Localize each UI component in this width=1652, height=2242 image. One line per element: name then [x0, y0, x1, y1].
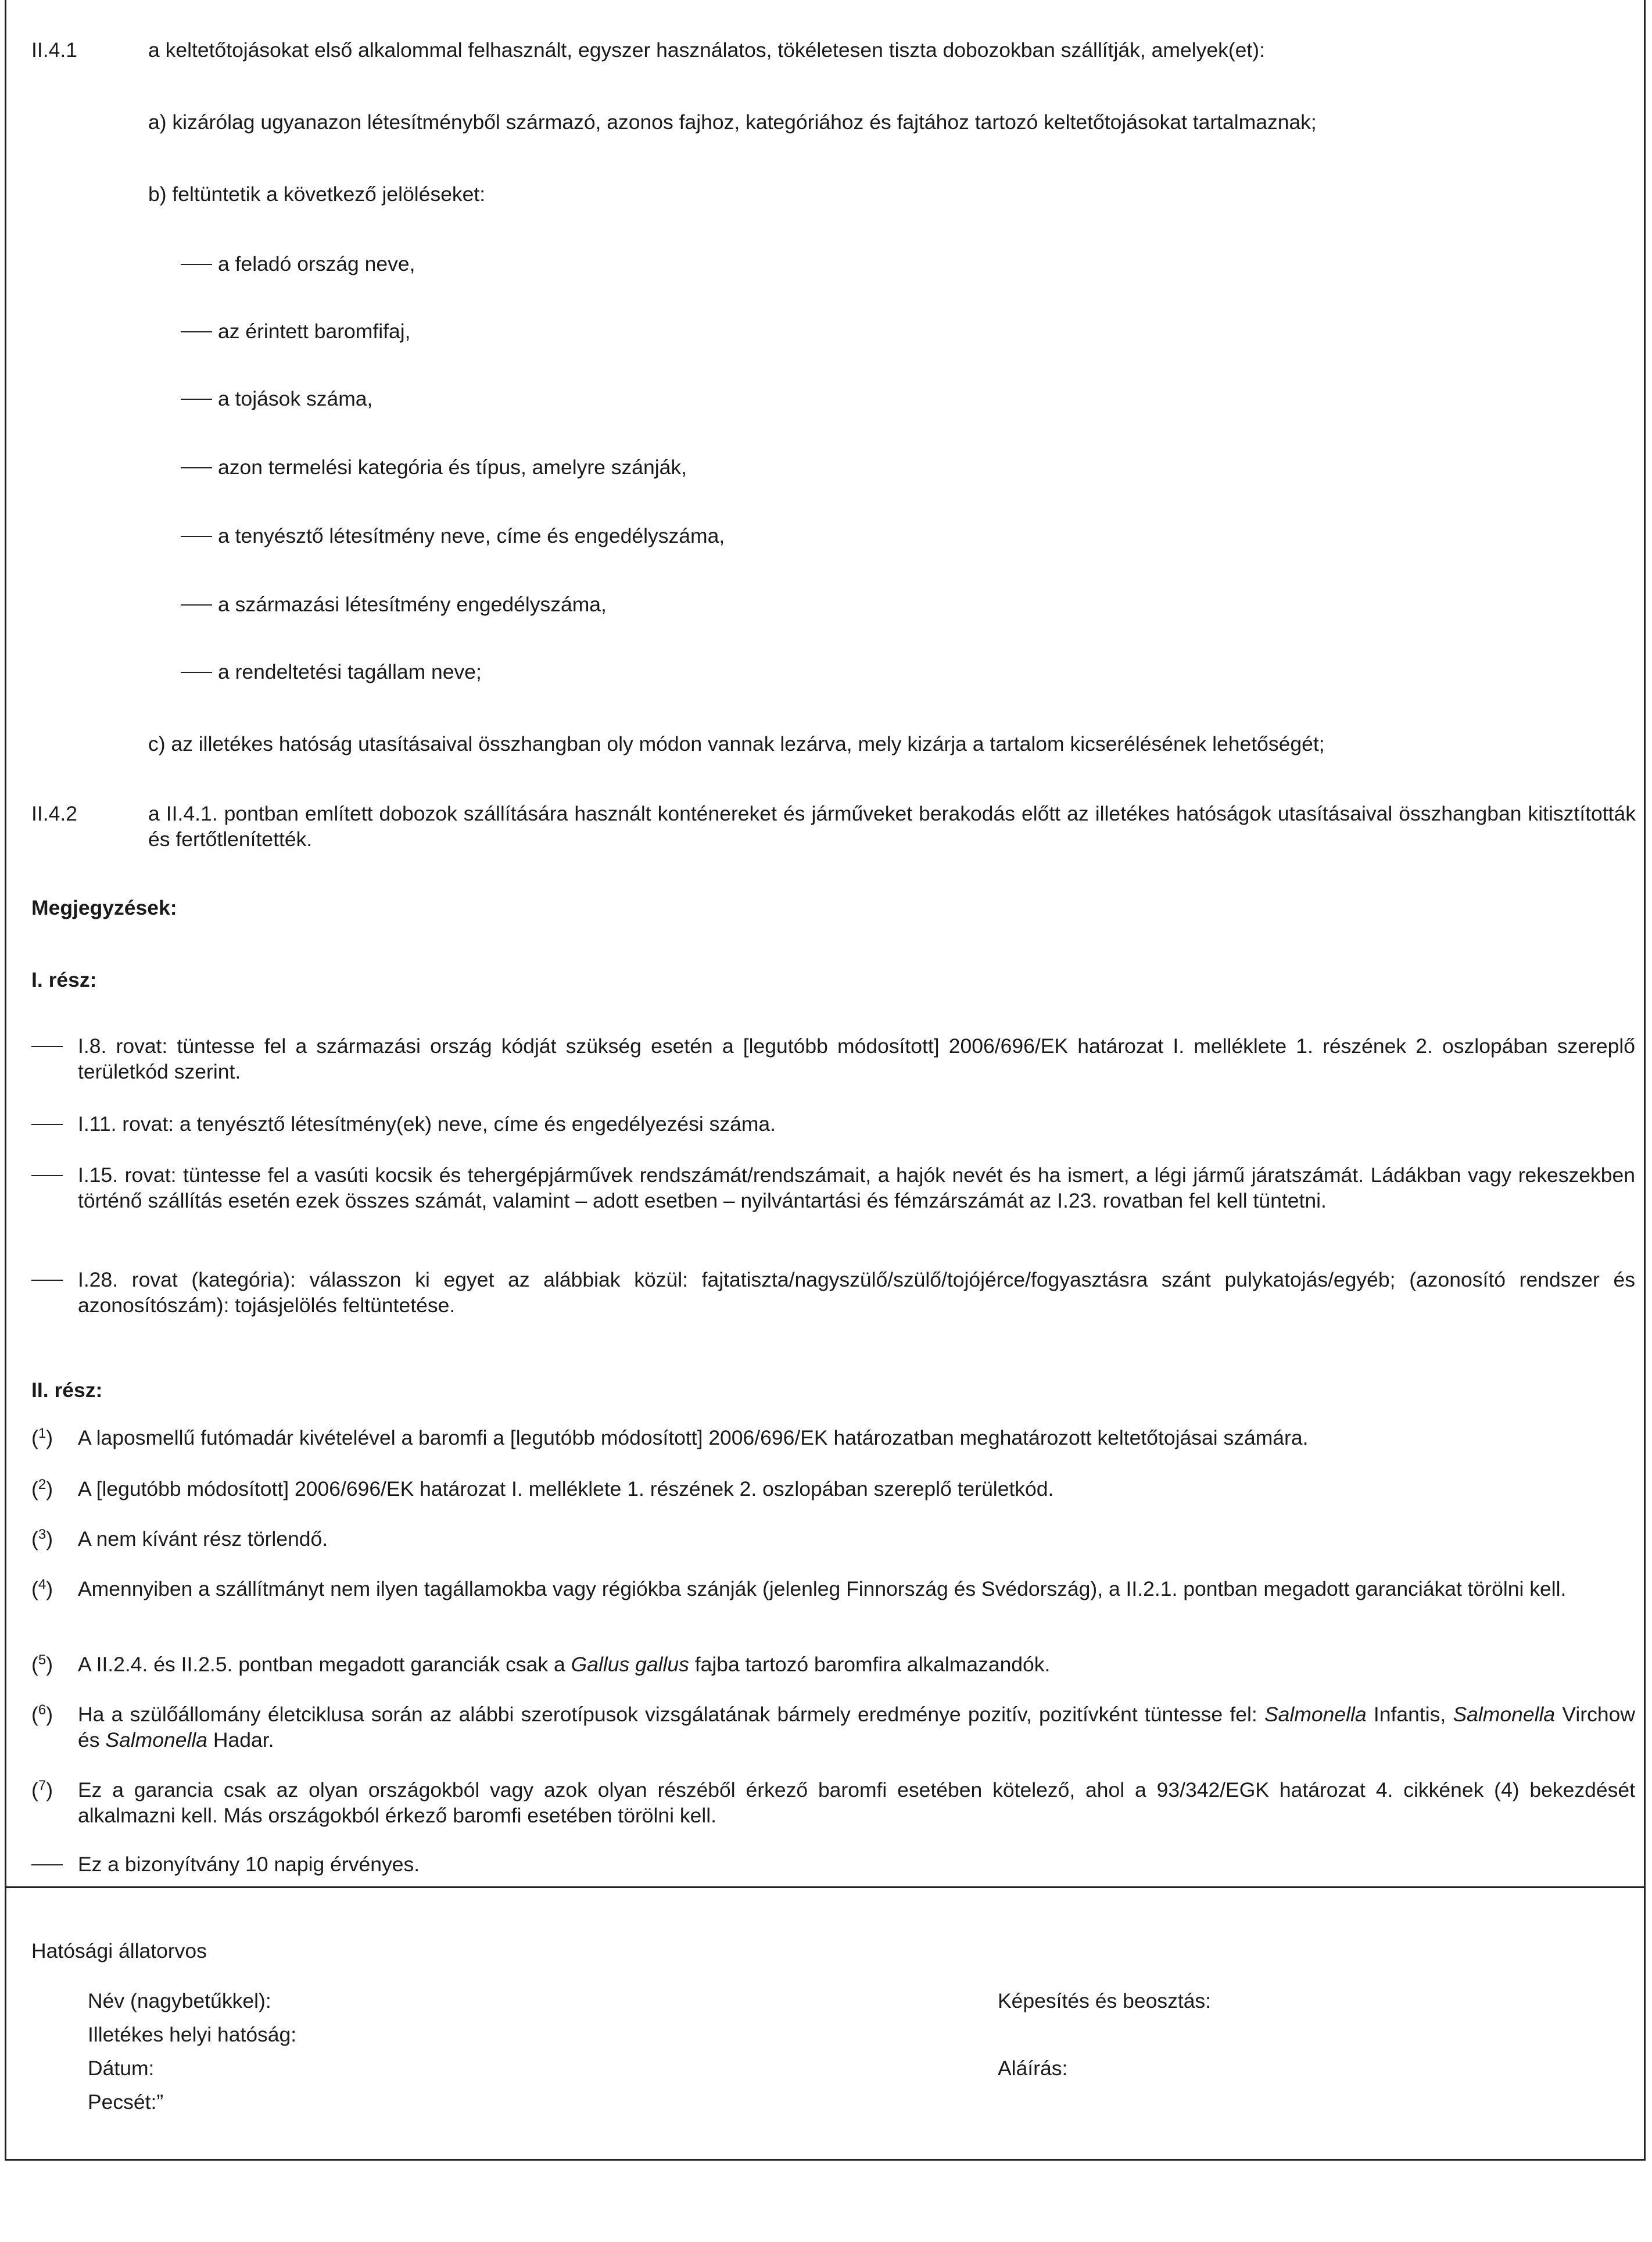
footnote: ($^1$) A laposmellű futómadár kivételével a baromfi a [legutóbb módosított] 2006/696/EK határozatban meghatározott keltetőtojásai számára.: [31, 1426, 1309, 1449]
signature-label: Aláírás:: [998, 2057, 1068, 2080]
date-label: Dátum:: [88, 2057, 155, 2080]
part1-note: I.15. rovat: tüntesse fel a vasúti kocsik és tehergépjárművek rendszámát/rendszámait, a hajók nevét és ha ismert, a légi jármű járatszámát. Ládákban vagy rekeszekben történő szállítás esetén ezek összes számát, valamint – adott esetben – nyilvántartási és fémzárszámát az I.23. rovatban fel kell tüntetni.: [31, 1162, 1635, 1213]
stamp-label: Pecsét:”: [88, 2090, 164, 2114]
footnote: ($^4$) Amennyiben a szállítmányt nem ilyen tagállamokba vagy régiókba szánják (jelenleg Finnország és Svédország), a II.2.1. pontban megadott garanciákat törölni kell.: [31, 1577, 1567, 1600]
marking-item: a feladó ország neve,: [181, 251, 415, 277]
conditions-and-notes-box: [6, 0, 1644, 1888]
footnote: ($^3$) A nem kívánt rész törlendő.: [31, 1527, 328, 1550]
section-text-II-4-1: a keltetőtojásokat első alkalommal felhasznált, egyszer használatos, tökéletesen tiszta dobozokban szállítják, amelyek(et):: [148, 38, 1265, 62]
signature-box: [6, 1888, 1644, 2160]
validity-note: Ez a bizonyítvány 10 napig érvényes.: [31, 1851, 1635, 1877]
dash-bullet: [181, 536, 212, 537]
part1-note: I.8. rovat: tüntesse fel a származási ország kódját szükség esetén a [legutóbb módosított] 2006/696/EK határozat I. melléklete 1. részének 2. oszlopában szereplő területkód szerint.: [31, 1033, 1635, 1084]
footnote: ($^6$) Ha a szülőállomány életciklusa során az alábbi szerotípusok vizsgálatának bármely eredménye pozitív, pozitívként tüntesse fel: Salmonella Infantis, Salmonella Virchow és Salmonella Hadar.: [31, 1702, 1635, 1752]
dash-bullet: [31, 1864, 63, 1865]
authority-label: Illetékes helyi hatóság:: [88, 2023, 297, 2046]
part1-heading: I. rész:: [31, 968, 97, 991]
part1-note: I.11. rovat: a tenyésztő létesítmény(ek) neve, címe és engedélyezési száma.: [31, 1111, 1635, 1137]
dash-bullet: [181, 467, 212, 468]
certificate-frame: [5, 0, 1646, 2161]
footnote: ($^2$) A [legutóbb módosított] 2006/696/EK határozat I. melléklete 1. részének 2. oszlopában szereplő területkód.: [31, 1477, 1054, 1500]
part2-heading: II. rész:: [31, 1378, 103, 1402]
dash-bullet: [31, 1046, 63, 1047]
condition-a: a) kizárólag ugyanazon létesítményből származó, azonos fajhoz, kategóriához és fajtához tartozó keltetőtojásokat tartalmaznak;: [148, 110, 1317, 134]
marking-item: azon termelési kategória és típus, amelyre szánják,: [181, 454, 687, 480]
condition-c: c) az illetékes hatóság utasításaival összhangban oly módon vannak lezárva, mely kizárja a tartalom kicserélésének lehetőségét;: [148, 732, 1325, 755]
dash-bullet: [31, 1175, 63, 1176]
dash-bullet: [181, 672, 212, 673]
dash-bullet: [181, 264, 212, 265]
part1-note: I.28. rovat (kategória): válasszon ki egyet az alábbiak közül: fajtatiszta/nagyszülő/szülő/tojójérce/fogyasztásra szánt pulykatojás/egyéb; (azonosító rendszer és azonosítószám): tojásjelölés feltüntetése.: [31, 1267, 1635, 1318]
notes-heading: Megjegyzések:: [31, 896, 177, 919]
name-label: Név (nagybetűkkel):: [88, 1989, 271, 2012]
marking-item: a tenyésztő létesítmény neve, címe és engedélyszáma,: [181, 523, 725, 549]
marking-item: a tojások száma,: [181, 386, 372, 411]
section-number-II-4-1: II.4.1: [31, 38, 77, 62]
section-number-II-4-2: II.4.2: [31, 802, 77, 825]
marking-item: az érintett baromfifaj,: [181, 318, 410, 344]
official-vet-title: Hatósági állatorvos: [31, 1939, 207, 1962]
qualification-label: Képesítés és beosztás:: [998, 1989, 1212, 2012]
section-text-II-4-2: a II.4.1. pontban említett dobozok szállítására használt konténereket és járműveket berakodás előtt az illetékes hatóságok utasításaival összhangban kitisztították és fertőtlenítették.: [148, 802, 1636, 851]
dash-bullet: [181, 604, 212, 606]
marking-item: a származási létesítmény engedélyszáma,: [181, 592, 607, 617]
footnote: ($^7$) Ez a garancia csak az olyan országokból vagy azok olyan részéből érkező baromfi esetében kötelező, ahol a 93/342/EGK határozat 4. cikkének (4) bekezdését alkalmazni kell. Más országokból érkező baromfi esetében törölni kell.: [31, 1778, 1635, 1827]
footnote: ($^5$) A II.2.4. és II.2.5. pontban megadott garanciák csak a Gallus gallus fajba tartozó baromfira alkalmazandók.: [31, 1652, 1051, 1676]
dash-bullet: [181, 399, 212, 400]
dash-bullet: [31, 1280, 63, 1281]
dash-bullet: [31, 1124, 63, 1125]
condition-b: b) feltüntetik a következő jelöléseket:: [148, 182, 486, 206]
dash-bullet: [181, 331, 212, 332]
marking-item: a rendeltetési tagállam neve;: [181, 659, 482, 685]
